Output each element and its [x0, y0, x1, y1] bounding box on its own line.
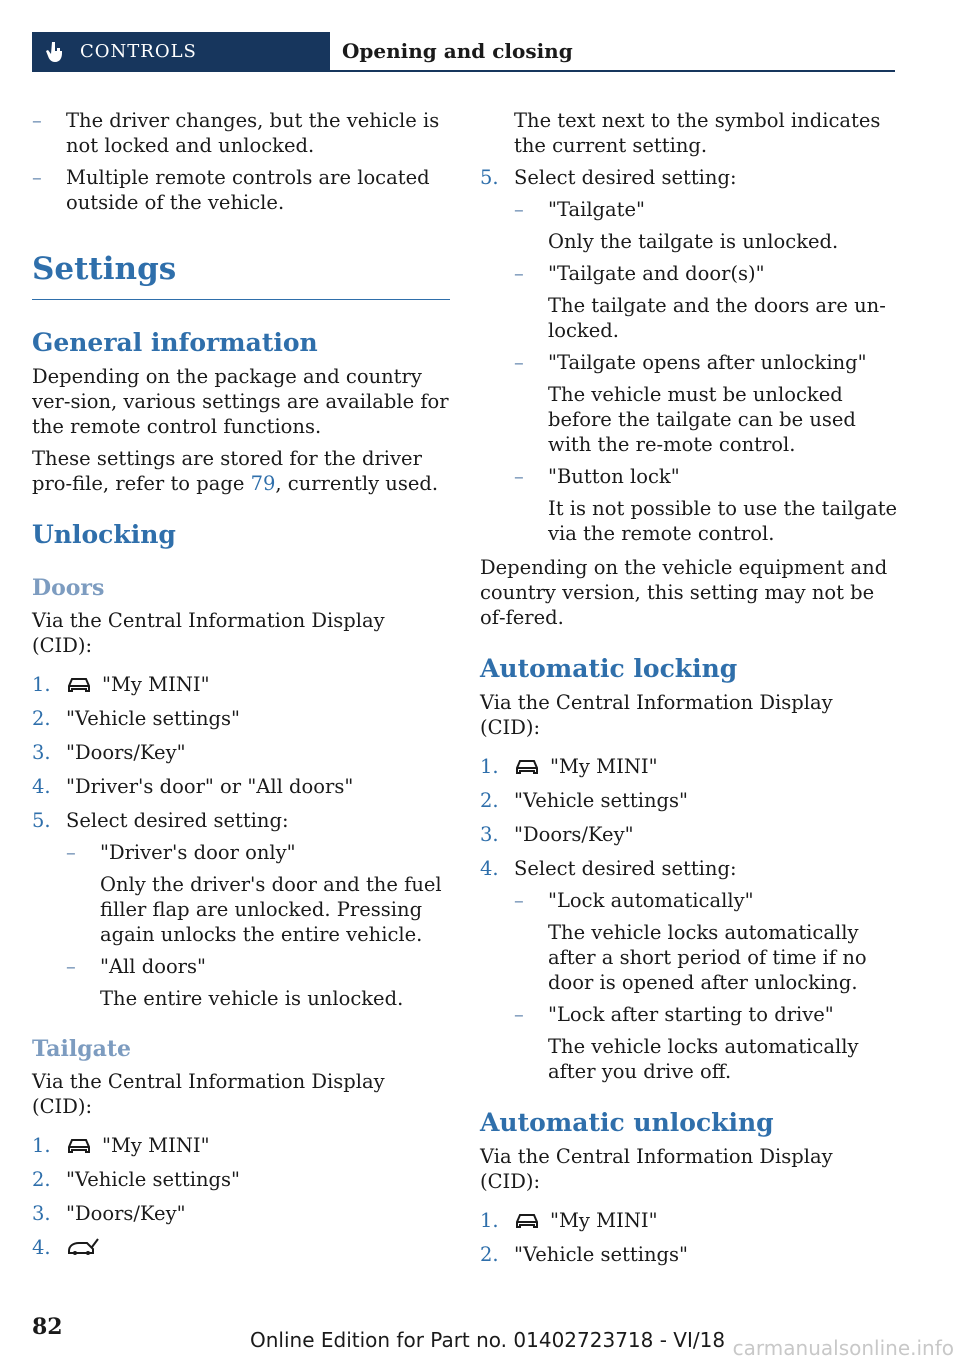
option-item: – "Button lock" It is not possible to use the tailgate via the remote control. [514, 465, 898, 545]
hand-pointer-icon [44, 40, 66, 64]
section-tab [32, 32, 330, 72]
list-item: 3. "Doors/Key" [480, 823, 634, 846]
driver-profile-paragraph: These settings are stored for the driver pro‐file, refer to page 79, currently used. [32, 447, 439, 495]
chapter-title: Opening and closing [342, 39, 573, 63]
availability-note: Depending on the vehicle equipment and country version, this setting may not be of‐fered. [480, 556, 888, 629]
continuation-text: The text next to the symbol indicates the current setting. [514, 109, 881, 157]
list-item: 1. "My MINI" [32, 673, 210, 696]
autolock-intro: Via the Central Information Display (CID): [480, 691, 833, 739]
header-rule [330, 70, 895, 72]
page-header [32, 32, 895, 72]
list-item: 4. [32, 1235, 450, 1260]
list-item: – The driver changes, but the vehicle is not locked and unlocked. [32, 109, 440, 157]
list-item: 3. "Doors/Key" [32, 741, 186, 764]
list-item: 1. "My MINI" [480, 1209, 658, 1232]
automatic-locking-heading: Automatic locking [480, 654, 738, 683]
automatic-unlocking-heading: Automatic unlocking [480, 1108, 774, 1137]
car-icon [514, 756, 540, 776]
page-link[interactable]: 79 [250, 472, 276, 495]
general-information-heading: General information [32, 328, 318, 357]
left-column [32, 108, 450, 1269]
list-item: 5. Select desired setting: – "Driver's door only" Only the driver's door and the fuel filler flap are unlocked. Pressing again unlocks the entire vehicle. – "All doors" The entire vehicle is unlocked. [32, 808, 450, 1011]
list-item: 2. "Vehicle settings" [480, 1243, 688, 1266]
option-item: – "All doors" The entire vehicle is unlocked. [66, 955, 404, 1010]
option-item: – "Tailgate opens after unlocking" The vehicle must be unlocked before the tailgate can be used with the re‐mote control. [514, 351, 867, 456]
option-item: – "Driver's door only" Only the driver's door and the fuel filler flap are unlocked. Pressing again unlocks the entire vehicle. [66, 841, 442, 946]
car-icon [514, 1210, 540, 1230]
page-number: 82 [32, 1314, 63, 1340]
tailgate-heading: Tailgate [32, 1036, 132, 1062]
heading-rule [32, 299, 450, 300]
doors-heading: Doors [32, 575, 105, 601]
car-icon [66, 674, 92, 694]
unlocking-heading: Unlocking [32, 520, 176, 549]
list-item: 1. "My MINI" [480, 755, 658, 778]
option-item: – "Tailgate" Only the tailgate is unlocked. [514, 198, 839, 253]
general-paragraph: Depending on the package and country ver‐sion, various settings are available for the remote control functions. [32, 365, 449, 438]
section-label: CONTROLS [80, 41, 197, 62]
tailgate-intro: Via the Central Information Display (CID): [32, 1070, 385, 1118]
list-item: – Multiple remote controls are located outside of the vehicle. [32, 166, 430, 214]
list-item: 2. "Vehicle settings" [32, 1168, 240, 1191]
doors-intro: Via the Central Information Display (CID): [32, 609, 385, 657]
right-column [480, 108, 898, 1276]
option-item: – "Lock automatically" The vehicle locks automatically after a short period of time if no door is opened after unlocking. [514, 889, 867, 994]
option-item: – "Tailgate and door(s)" The tailgate and the doors are un‐locked. [514, 262, 886, 342]
list-item: 4. Select desired setting: – "Lock automatically" The vehicle locks automatically after a short period of time if no door is opened after unlocking. – "Lock after starting to drive" The vehicle locks automatically after you drive off. [480, 856, 898, 1084]
list-item: 3. "Doors/Key" [32, 1202, 186, 1225]
autounlock-intro: Via the Central Information Display (CID): [480, 1145, 833, 1193]
list-item: 2. "Vehicle settings" [32, 707, 240, 730]
option-item: – "Lock after starting to drive" The vehicle locks automatically after you drive off. [514, 1003, 859, 1083]
car-icon [66, 1135, 92, 1155]
edition-text: Online Edition for Part no. 01402723718 - VI/18 [250, 1328, 726, 1352]
tailgate-car-icon [66, 1237, 100, 1257]
list-item: 4. "Driver's door" or "All doors" [32, 775, 354, 798]
list-item: 2. "Vehicle settings" [480, 789, 688, 812]
watermark: carmanualsonline.info [732, 1336, 954, 1360]
settings-heading: Settings [32, 251, 177, 287]
list-item: 1. "My MINI" [32, 1134, 210, 1157]
list-item: 5. Select desired setting: – "Tailgate" Only the tailgate is unlocked. – "Tailgate and door(s)" The tailgate and the doors are un‐locked. – "Tailgate opens after unlocking" The vehicle must be unlocked before the tailgate can be used with the re‐mote control. – "Button lock" It is not possible to use the tailgate via the remote control. [480, 166, 898, 545]
